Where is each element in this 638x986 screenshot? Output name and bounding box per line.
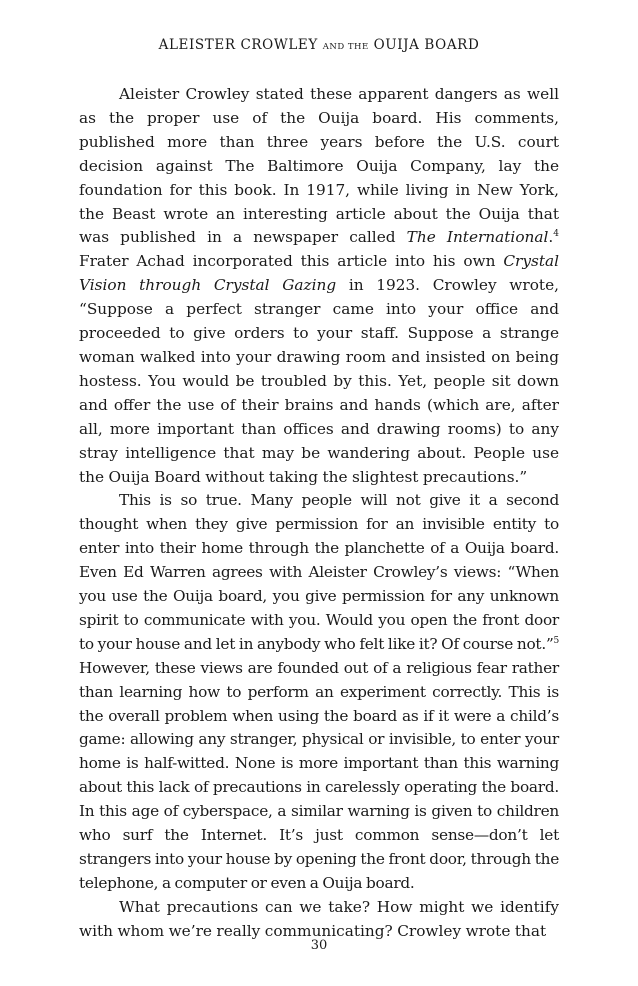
paragraph-1-text-b: Frater Achad incorporated this article into his own — [79, 252, 504, 271]
paragraph-2 — [79, 489, 559, 895]
paragraph-2-text-a: This is so true. Many people will not give it a second thought when they give permission for an invisible entity to enter into their home through the planchette of a Ouija board. Even Ed Warren agrees with Aleister Crowley’s views: “When you use the Ouija board, you give permission for any unknown spirit to communicate with you. Would you open the front door to your house and let in anybody who felt like it? Of course not.” — [79, 491, 559, 653]
running-head-title-left: ALEISTER CROWLEY — [158, 37, 318, 53]
paragraph-1-text-a: Aleister Crowley stated these apparent dangers as well as the proper use of the Ouija board. His comments, published more than three years before the U.S. court decision against The Baltimore Ouija Company, lay the foundation for this book. In 1917, while living in New York, the Beast wrote an interesting article about the Ouija that was published in a newspaper called — [79, 85, 559, 247]
page-number: 30 — [310, 938, 328, 953]
running-head-joiner: AND THE — [322, 42, 369, 52]
paragraph-2-text-b: However, these views are founded out of a religious fear rather than learning how to perform an experiment correctly. This is the overall problem when using the board as if it were a child’s game: allowing any stranger, physical or invisible, to enter your home is half-witted. None is more important than this warning about this lack of precautions in carelessly operating the board. In this age of cyberspace, a similar warning is given to children who surf the Internet. It’s just common sense—don’t let strangers into your house by opening the front door, through the telephone, a computer or even a Ouija board. — [79, 658, 559, 892]
running-head — [0, 37, 638, 53]
footnote-ref-5: 5 — [553, 635, 559, 646]
body-text — [79, 83, 559, 944]
paragraph-3 — [79, 896, 559, 944]
book-title: Crystal Vision through Crystal Gazing — [79, 252, 559, 295]
footnote-ref-4: 4 — [553, 229, 560, 240]
paragraph-1-text-c: in 1923. Crowley wrote, “Suppose a perfect stranger came into your office and proceeded to give orders to your staff. Suppose a strange woman walked into your drawing room and insisted on being hostess. You would be troubled by this. Yet, people sit down and offer the use of their brains and hands (which are, after all, more important than offices and drawing rooms) to any stray intelligence that may be wandering about. People use the Ouija Board without taking the slightest precautions.” — [79, 276, 559, 486]
running-head-title-right: OUIJA BOARD — [373, 37, 480, 53]
paragraph-3-text: What precautions can we take? How might we identify with whom we’re really communicating? Crowley wrote that — [79, 897, 559, 940]
newspaper-title: The International — [406, 228, 549, 247]
paragraph-1: Aleister Crowley stated these apparent dangers as well as the proper use of the Ouija board. His comments, published more than three years before the U.S. court decision against The Baltimore Ouija Company, lay the foundation for this book. In 1917, while living in New York, the Beast wrote an interesting article about the Ouija that was published in a newspaper called The International.$^4$ Frater Achad incorporated this article into his own Crystal Vision through Crystal Gazing in 1923. Crowley wrote, “Suppose a perfect stranger came into your office and proceeded to give orders to your staff. Suppose a strange woman walked into your drawing room and insisted on being hostess. You would be troubled by this. Yet, people sit down and offer the use of their brains and hands (which are, after all, more important than offices and drawing rooms) to any stray intelligence that may be wandering about. People use the Ouija Board without taking the slightest precautions.” — [79, 85, 560, 486]
